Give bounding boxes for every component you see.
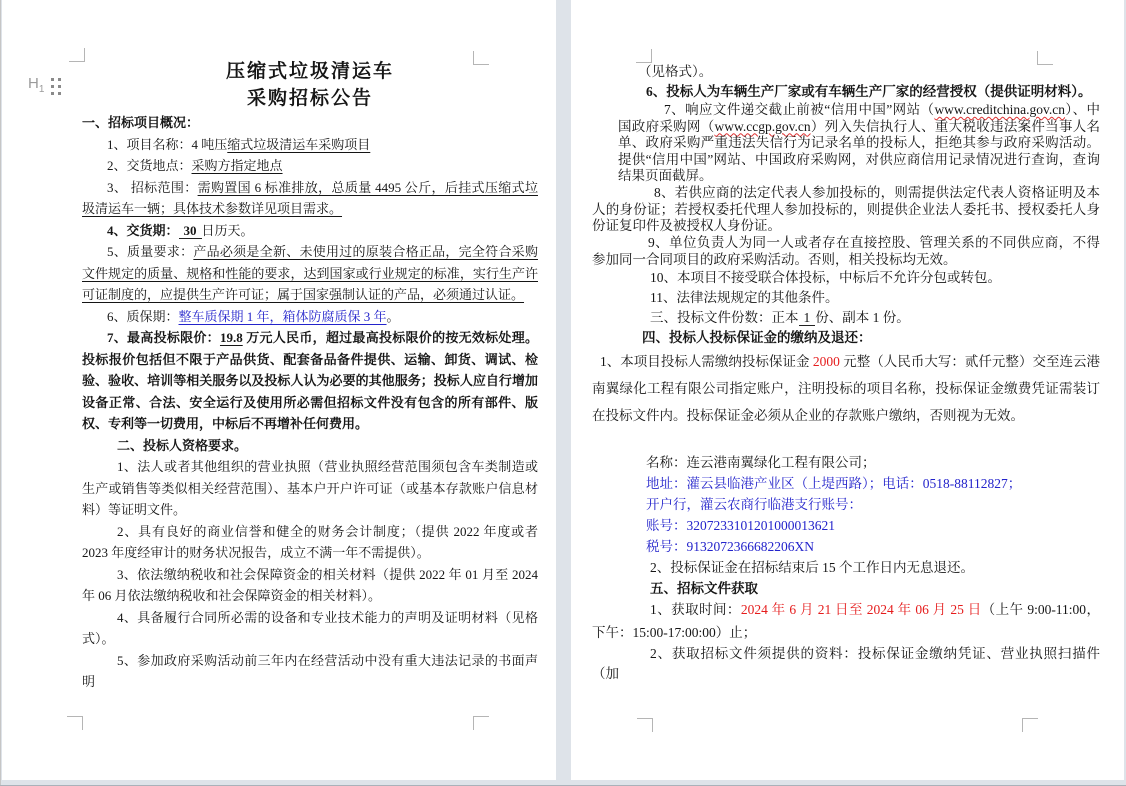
item-project-name	[82, 134, 538, 156]
account-tax-id: 税号：9132072366682206XN	[646, 539, 814, 554]
section-4-heading: 四、投标人投标保证金的缴纳及退还：	[642, 330, 872, 345]
requirement-6: 6、投标人为车辆生产厂家或有车辆生产厂家的经营授权（提供证明材料）。	[646, 84, 1092, 99]
creditchina-url: www.creditchina.gov.cn	[934, 102, 1066, 117]
item-value-link: 整车质保期 1 年，箱体防腐质保 3 年	[178, 308, 387, 324]
item-suffix: 。	[386, 308, 400, 324]
requirement-7	[592, 102, 1100, 185]
ccgp-url: www.ccgp.gov.cn	[714, 118, 811, 134]
margin-crop-mark	[637, 718, 653, 732]
obtain-documents: 2、获取招标文件须提供的资料：投标保证金缴纳凭证、营业执照扫描件（加	[592, 646, 1100, 681]
page-2[interactable]	[571, 0, 1124, 780]
heading-level-icon[interactable]: $H_1$	[28, 75, 45, 95]
requirement-10: 10、本项目不接受联合体投标，中标后不允许分包或转包。	[650, 270, 1001, 285]
page-1[interactable]	[2, 0, 556, 780]
account-name: 名称：连云港南翼绿化工程有限公司；	[646, 455, 876, 470]
item-label: 6、质保期：	[107, 308, 179, 324]
paragraph-gutter	[28, 76, 62, 97]
drag-handle-icon[interactable]	[51, 78, 62, 96]
requirement-8: 8、若供应商的法定代表人参加投标的，则需提供法定代表人资格证明及本人的身份证；若授权委托代理人参加投标的，则提供企业法人委托书、授权委托人身份证复印件及被授权人身份证。	[592, 185, 1100, 233]
item-days-blank: 30	[179, 223, 202, 239]
deposit-refund: 2、投标保证金在招标结束后 15 个工作日内无息退还。	[650, 560, 974, 575]
requirement-5: 5、参加政府采购活动前三年内在经营活动中没有重大违法记录的书面声明	[82, 652, 538, 689]
deposit-text: 1、本项目投标人需缴纳投标保证金	[600, 354, 813, 369]
obtain-rest: （上午 9:00-11:00，下午：15:00-17:00:00）止；	[592, 602, 1101, 640]
account-bank: 开户行，灌云农商行临港支行账号：	[646, 497, 862, 512]
account-address-phone: 地址：灌云县临港产业区（上堤西路）；电话：0518-88112827；	[646, 476, 1022, 491]
requirement-5-continuation: （见格式）。	[638, 64, 713, 79]
item-delivery-period	[82, 220, 538, 242]
req-text: ）、中国政府采购网（	[618, 102, 1101, 134]
requirement-9: 9、单位负责人为同一人或者存在直接控股、管理关系的不同供应商，不得参加同一合同项目的政府采购活动。否则，相关投标均无效。	[592, 235, 1100, 267]
section-3-label: 三、投标文件份数：正本	[650, 310, 799, 325]
item-value-underlined: 产品必须是全新、未使用过的原装合格正品，完全符合采购文件规定的质量、规格和性能的要求，达到国家或行业规定的标准，实行生产许可证制度的，应提供生产许可证；属于国家强制认证的产品，必须通过认证。	[82, 244, 538, 302]
section-3-rest: 份、副本 1 份。	[815, 310, 910, 325]
item-label: 4、交货期：	[107, 222, 179, 238]
deposit-text: 元整（人民币大写：贰仟元整）交至连云港南翼绿化工程有限公司指定账户，注明投标的项目名称，投标保证金缴费凭证需装订在投标文件内。投标保证金必须从企业的存款账户缴纳，否则视为无效。	[592, 354, 1101, 423]
item-value: 4 吨压	[191, 136, 228, 152]
item-value-underlined: 需购置国 6 标准排放，总质量 4495 公斤，后挂式压缩式垃圾清运车一辆；具体技术参数详见项目需求。	[82, 179, 538, 216]
section-3-copies	[592, 308, 1100, 328]
item-value-underlined: 采购方指定地点	[191, 158, 283, 173]
deposit-amount: 2000	[812, 354, 840, 369]
item-label: 3、 招标范围：	[107, 179, 198, 195]
account-number: 账号：3207233101201000013621	[646, 518, 835, 533]
section-1-heading: 一、招标项目概况：	[82, 115, 200, 130]
requirement-2: 2、具有良好的商业信誉和健全的财务会计制度；（提供 2022 年度或者 2023 年度经审计的财务状况报告，成立不满一年不需提供）。	[82, 523, 538, 560]
item-max-bid-price	[82, 327, 538, 435]
req-text: ）列入失信执行人、重大税收违法案件当事人名单、政府采购严重违法失信行为记录名单的投标人，拒绝其参与政府采购活动。提供“信用中国”网站、中国政府采购网，对供应商信用记录情况进行查询，查询结果页面截屏。	[618, 118, 1101, 183]
obtain-time	[592, 599, 1100, 644]
item-delivery-place	[82, 155, 538, 177]
price-value-underlined: 19.8	[219, 330, 243, 345]
item-label: 2、交货地点：	[107, 158, 192, 173]
requirement-4: 4、具备履行合同所必需的设备和专业技术能力的声明及证明材料（见格式）。	[82, 609, 538, 646]
deposit-paragraph	[592, 348, 1100, 452]
item-value-underlined: 缩式垃圾清运车采购项目	[227, 136, 371, 152]
item-label: 7、最高投标限价：	[107, 330, 220, 345]
item-body: 万元人民币，超过最高投标限价的按无效标处理。投标报价包括但不限于产品供货、配套备品备件提供、运输、卸货、调试、检验、验收、培训等相关服务以及投标人认为必要的其他服务；投标人应自行增加设备正常、合法、安全运行及使用所必需但招标文件没有包含的所有部件、版权、专利等一切费用，中标后不再增补任何费用。	[82, 330, 538, 431]
margin-crop-mark	[67, 716, 83, 730]
margin-crop-mark	[473, 716, 489, 730]
doc-title-line-2: 采购招标公告	[246, 88, 373, 109]
section-5-heading: 五、招标文件获取	[650, 581, 758, 596]
page-2-content	[592, 0, 1100, 684]
requirement-11: 11、法律法规规定的其他条件。	[650, 290, 839, 305]
item-quality-requirement	[82, 241, 538, 306]
obtain-label: 1、获取时间：	[650, 602, 741, 617]
doc-title-line-1: 压缩式垃圾清运车	[225, 61, 394, 82]
original-count-blank: 1	[799, 310, 816, 326]
item-warranty	[82, 306, 538, 328]
section-2-heading: 二、投标人资格要求。	[117, 437, 248, 453]
page-1-content	[82, 0, 538, 693]
requirement-3: 3、依法缴纳税收和社会保障资金的相关材料（提供 2022 年 01 月至 2024 年 06 月依法缴纳税收和社会保障资金的相关材料）。	[82, 566, 538, 603]
item-suffix: 日历天。	[201, 222, 254, 238]
obtain-dates: 2024 年 6 月 21 日至 2024 年 06 月 25 日	[740, 602, 982, 617]
requirement-1: 1、法人或者其他组织的营业执照（营业执照经营范围须包含车类制造或生产或销售等类似相关经营范围）、基本户开户许可证（或基本存款账户信息材料）等证明文件。	[82, 459, 538, 517]
item-label: 5、质量要求：	[107, 244, 194, 259]
req-text: 7、响应文件递交截止前被“信用中国”网站（	[664, 102, 935, 117]
item-bid-scope	[82, 177, 538, 220]
margin-crop-mark	[1022, 718, 1038, 732]
item-label: 1、项目名称：	[107, 136, 192, 152]
